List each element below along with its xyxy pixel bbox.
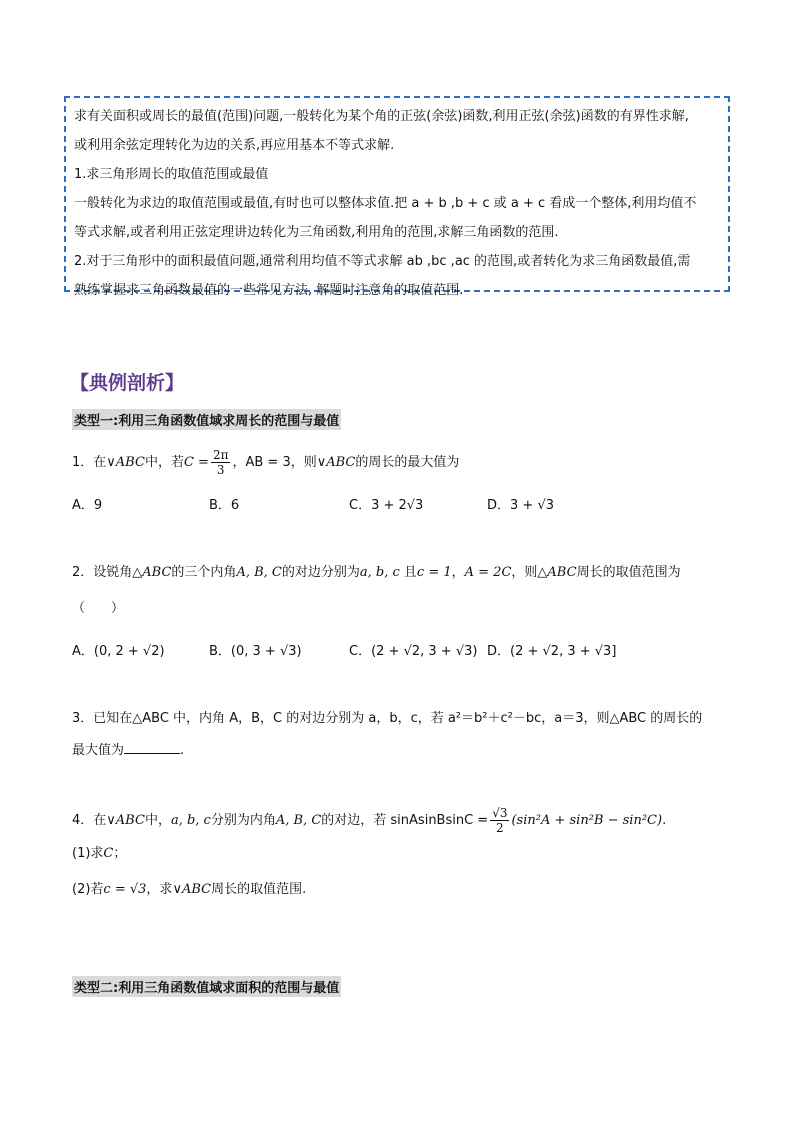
option-b[interactable]: B．(0, 3 + √3) xyxy=(209,644,302,659)
type-one-heading: 类型一:利用三角函数值域求周长的范围与最值 xyxy=(72,409,341,430)
question-3-line-2: 最大值为 . xyxy=(72,743,185,758)
question-4-part-1: (1)求C； xyxy=(72,846,127,861)
method-note-box xyxy=(64,96,730,298)
note-line: 求有关面积或周长的最值(范围)问题,一般转化为某个角的正弦(余弦)函数,利用正弦(余弦)函数的有界性求解, xyxy=(74,109,689,124)
option-d[interactable]: D．3 + √3 xyxy=(487,498,554,513)
note-line: 或利用余弦定理转化为边的关系,再应用基本不等式求解. xyxy=(74,138,395,153)
option-c[interactable]: C．(2 + √2, 3 + √3) xyxy=(349,644,478,659)
question-1: 1．在∨ABC中，若C = $\frac{2\pi}{3}$ ，AB = 3，则∨ABC的周长的最大值为 xyxy=(72,448,460,477)
note-line: 等式求解,或者利用正弦定理讲边转化为三角函数,利用角的范围,求解三角函数的范围. xyxy=(74,225,559,240)
fraction: $\frac{√3}{2}$ xyxy=(492,806,508,835)
option-c[interactable]: C．3 + 2√3 xyxy=(349,498,424,513)
question-4-part-2: (2)若c = √3，求∨ABC周长的取值范围. xyxy=(72,882,307,897)
option-a[interactable]: A．(0, 2 + √2) xyxy=(72,644,165,659)
note-line: 1.求三角形周长的取值范围或最值 xyxy=(74,167,269,182)
note-line: 熟练掌握求三角函数最值的一些常见方法, 解题时注意角的取值范围. xyxy=(74,283,464,298)
question-2-answer-parens: （ ） xyxy=(72,601,125,616)
type-two-heading: 类型二:利用三角函数值域求面积的范围与最值 xyxy=(72,976,341,997)
fraction: $\frac{2\pi}{3}$ xyxy=(212,448,229,477)
option-a[interactable]: A．9 xyxy=(72,498,103,513)
question-2: 2．设锐角△ABC的三个内角A, B, C的对边分别为a, b, c 且c = 1，A = 2C，则△ABC周长的取值范围为 xyxy=(72,565,681,580)
question-4: 4．在∨ABC中，a, b, c分别为内角A, B, C的对边，若 sinAsinBsinC = $\frac{√3}{2}$ (sin²A + sin²B − sin²C). xyxy=(72,806,667,835)
note-line: 一般转化为求边的取值范围或最值,有时也可以整体求值.把 a + b ,b + c 或 a + c 看成一个整体,利用均值不 xyxy=(74,196,697,211)
answer-blank[interactable] xyxy=(124,741,180,754)
question-3: 3．已知在△ABC 中，内角 A，B，C 的对边分别为 a，b，c，若 a²＝b²＋c²－bc，a＝3，则△ABC 的周长的 xyxy=(72,711,703,726)
option-d[interactable]: D．(2 + √2, 3 + √3] xyxy=(487,644,617,659)
note-line: 2.对于三角形中的面积最值问题,通常利用均值不等式求解 ab ,bc ,ac 的范围,或者转化为求三角函数最值,需 xyxy=(74,254,691,269)
option-b[interactable]: B．6 xyxy=(209,498,240,513)
section-title: 【典例剖析】 xyxy=(70,372,185,394)
